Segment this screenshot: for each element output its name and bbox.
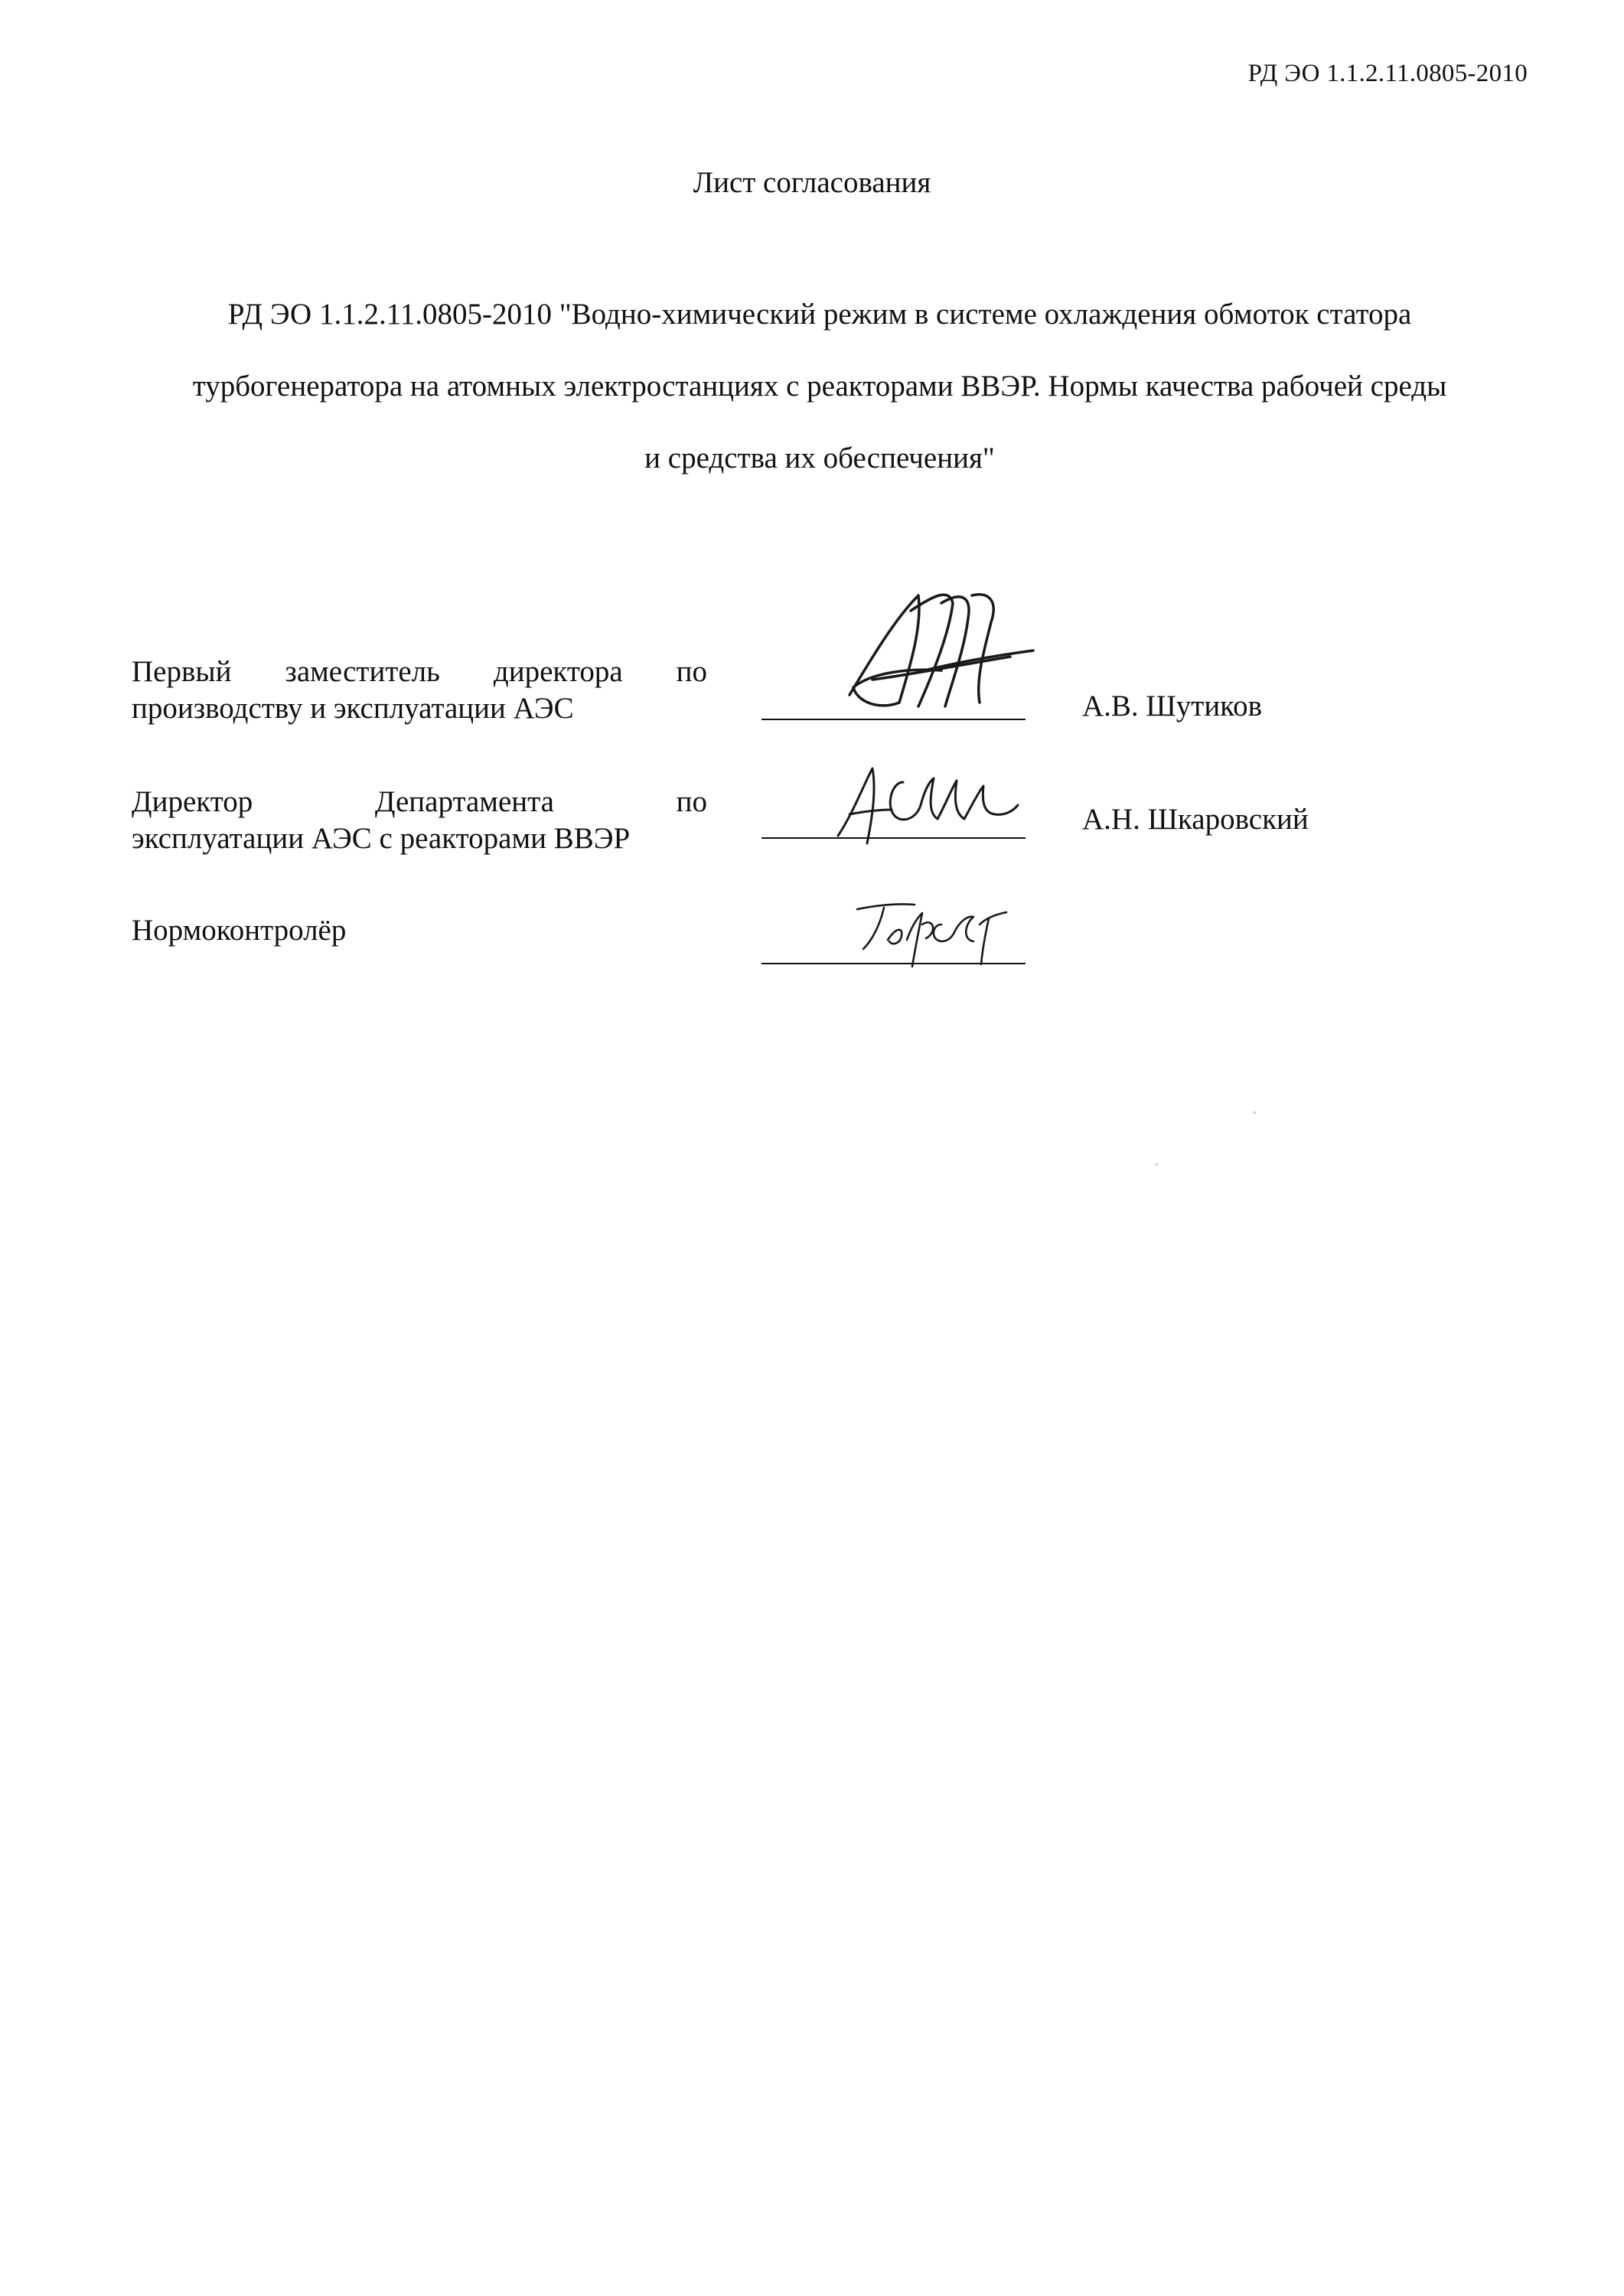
title-line: турбогенератора на атомных электростанциях с реакторами ВВЭР. Нормы качества рабочей среды [192,370,1447,403]
signatory-row-2 [0,775,1624,889]
title-line: РД ЭО 1.1.2.11.0805-2010 "Водно-химический режим в системе охлаждения обмоток статора [227,298,1412,331]
position-line: Нормоконтролёр [132,914,347,947]
handwritten-signature [842,894,1033,970]
signatory-name: А.Н. Шкаровский [1082,803,1309,836]
scan-speck [1254,1111,1256,1114]
signatory-position [132,784,707,857]
scan-speck [1156,1163,1158,1166]
signatory-position [132,654,707,727]
signatory-row-1 [0,643,1624,758]
signatory-name: А.В. Шутиков [1082,690,1263,722]
signatory-row-3 [0,902,1624,1016]
handwritten-signature [827,580,1056,726]
signature-line [761,837,1026,839]
signatory-position [132,912,707,949]
position-line: производству и эксплуатации АЭС [132,692,574,725]
document-code-header: РД ЭО 1.1.2.11.0805-2010 [1247,60,1528,87]
document-full-title [122,279,1517,494]
signature-line [761,719,1026,720]
position-line: эксплуатации АЭС с реакторами ВВЭР [132,822,631,855]
position-line: Первый заместитель директора по [132,655,707,688]
position-line: Директор Департамента по [132,785,707,818]
sheet-title: Лист согласования [693,166,931,199]
title-line: и средства их обеспечения" [644,442,995,475]
signature-line [761,963,1026,964]
